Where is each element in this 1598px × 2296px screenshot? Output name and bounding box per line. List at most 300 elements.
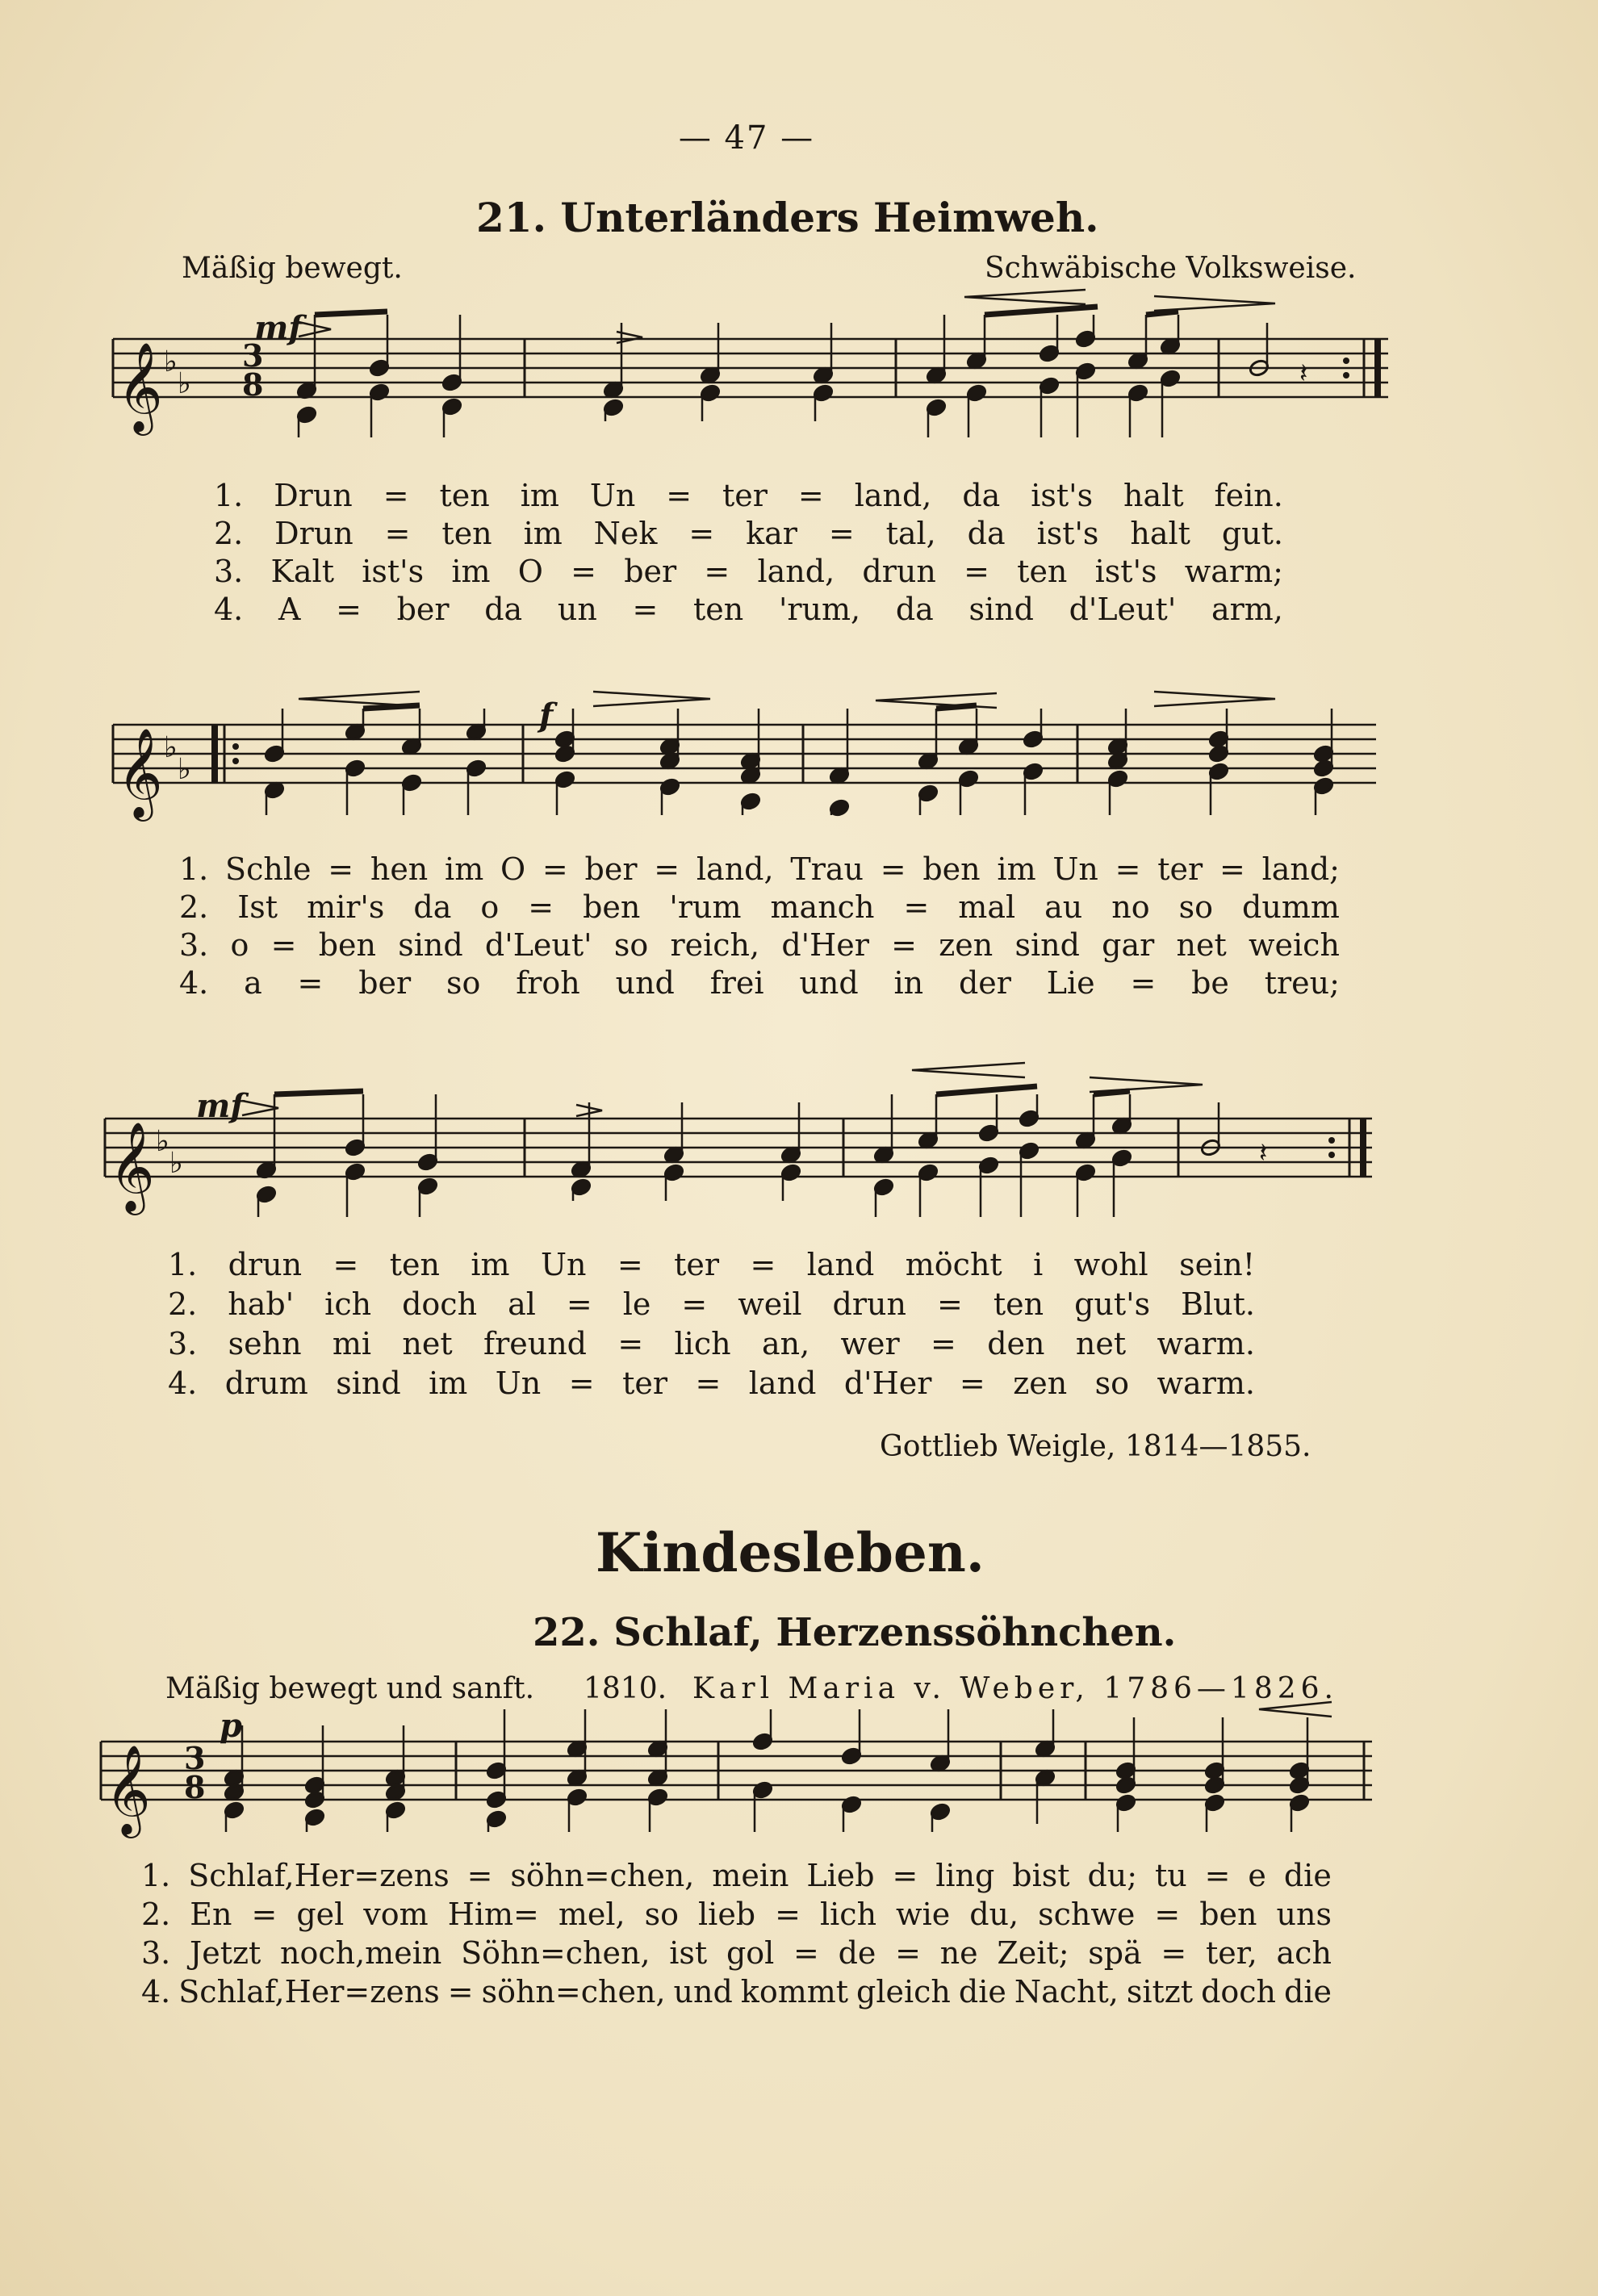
lyric-syllable: kommt	[740, 1974, 849, 2010]
lyric-syllable: söhn=chen,	[510, 1858, 695, 1893]
lyric-syllable: warm;	[1184, 554, 1283, 589]
thick-barline	[1374, 339, 1381, 397]
lyric-syllable: Schle	[225, 851, 312, 887]
lyric-syllable: 4.	[141, 1974, 171, 2010]
lyric-syllable: weich	[1249, 927, 1340, 963]
lyric-syllable: =	[383, 478, 409, 513]
treble-clef-icon: 𝄞	[109, 1121, 155, 1211]
lyric-syllable: weil	[738, 1286, 802, 1322]
crescendo-hairpin	[876, 693, 997, 708]
lyric-syllable: ter	[1157, 851, 1203, 887]
lyric-syllable: =	[297, 965, 324, 1001]
key-flat-icon: ♭	[156, 1125, 169, 1158]
lyric-syllable: Kalt	[270, 554, 334, 589]
lyric-syllable: sein!	[1179, 1247, 1255, 1282]
lyric-syllable: ist	[669, 1935, 708, 1971]
lyric-syllable: ten	[389, 1247, 440, 1282]
lyric-syllable: net	[402, 1326, 453, 1361]
lyric-syllable: A	[278, 592, 301, 627]
lyric-syllable: 2.	[141, 1897, 171, 1932]
lyric-syllable: lieb	[698, 1897, 756, 1932]
lyric-syllable: du,	[969, 1897, 1019, 1932]
lyric-syllable: bist	[1012, 1858, 1070, 1893]
lyric-syllable: O	[517, 554, 543, 589]
lyric-syllable: ber	[396, 592, 450, 627]
lyric-syllable: so	[446, 965, 481, 1001]
lyric-syllable: Him=	[447, 1897, 539, 1932]
lyric-syllable: sind	[398, 927, 463, 963]
lyric-syllable: =	[336, 592, 362, 627]
lyric-syllable: halt	[1130, 516, 1190, 551]
note-beam	[1146, 312, 1178, 315]
lyric-syllable: ist's	[362, 554, 425, 589]
lyric-syllable: doch	[1201, 1974, 1277, 2010]
repeat-dot	[1343, 372, 1349, 378]
lyric-syllable: o	[480, 889, 500, 925]
quarter-rest-icon: 𝄽	[1259, 1137, 1268, 1169]
lyric-syllable: ich	[324, 1286, 372, 1322]
lyric-syllable: ben	[583, 889, 641, 925]
lyric-syllable: ten	[1017, 554, 1068, 589]
lyric-syllable: land	[748, 1365, 817, 1401]
lyric-syllable: =	[891, 927, 918, 963]
key-flat-icon: ♭	[164, 731, 178, 764]
lyric-syllable: drum	[224, 1365, 308, 1401]
lyric-syllable: ten	[439, 478, 490, 513]
song-21-system-1-verse-1	[214, 478, 1283, 513]
key-flat-icon: ♭	[178, 367, 191, 400]
lyric-syllable: un	[557, 592, 597, 627]
lyric-syllable: sind	[1014, 927, 1080, 963]
lyric-syllable: mal	[958, 889, 1016, 925]
lyric-syllable: =	[251, 1897, 278, 1932]
lyric-syllable: 1.	[141, 1858, 171, 1893]
lyric-syllable: =	[880, 851, 906, 887]
lyric-syllable: ist's	[1031, 478, 1094, 513]
lyric-syllable: =	[1204, 1858, 1231, 1893]
lyric-syllable: Blut.	[1181, 1286, 1255, 1322]
song-21-system-2-verse-2	[179, 889, 1340, 925]
lyric-syllable: ling	[935, 1858, 995, 1893]
lyric-syllable: im	[445, 851, 484, 887]
lyric-syllable: =	[528, 889, 554, 925]
lyric-syllable: le	[622, 1286, 651, 1322]
lyric-syllable: treu;	[1264, 965, 1340, 1001]
song-22-verse-3	[141, 1935, 1332, 1971]
lyric-syllable: hen	[370, 851, 429, 887]
lyric-syllable: mel,	[558, 1897, 625, 1932]
lyric-syllable: =	[828, 516, 855, 551]
lyric-syllable: d'Her	[843, 1365, 932, 1401]
lyric-syllable: der	[958, 965, 1011, 1001]
decrescendo-hairpin	[1090, 1077, 1203, 1092]
lyric-syllable: =	[542, 851, 568, 887]
lyric-syllable: ne	[939, 1935, 978, 1971]
lyric-syllable: =	[568, 1365, 595, 1401]
lyric-syllable: da	[484, 592, 523, 627]
lyric-syllable: und	[673, 1974, 733, 2010]
lyric-syllable: Jetzt	[189, 1935, 261, 1971]
lyric-syllable: =	[270, 927, 297, 963]
crescendo-hairpin	[1259, 1702, 1332, 1717]
lyric-syllable: Un	[495, 1365, 542, 1401]
lyric-syllable: drun	[832, 1286, 906, 1322]
lyric-syllable: im	[523, 516, 563, 551]
lyric-syllable: land,	[854, 478, 932, 513]
song-21-system-3-verse-4	[168, 1365, 1255, 1401]
lyric-syllable: =	[654, 851, 680, 887]
song-22-verse-1	[141, 1858, 1332, 1893]
lyric-syllable: ten	[441, 516, 492, 551]
quarter-rest-icon: 𝄽	[1299, 358, 1308, 390]
lyric-syllable: drun	[228, 1247, 303, 1282]
dynamic-mf: mf	[196, 1087, 245, 1125]
lyric-syllable: lich	[819, 1897, 877, 1932]
lyric-syllable: land	[806, 1247, 875, 1282]
lyric-syllable: in	[893, 965, 924, 1001]
lyric-syllable: i	[1033, 1247, 1044, 1282]
lyric-syllable: Lie	[1046, 965, 1095, 1001]
lyric-syllable: ber	[584, 851, 638, 887]
lyric-syllable: sind	[968, 592, 1034, 627]
lyric-syllable: land,	[757, 554, 835, 589]
song-21-system-1-verse-2	[214, 516, 1283, 551]
lyric-syllable: die	[958, 1974, 1006, 2010]
dynamic-p: p	[220, 1707, 242, 1745]
lyric-syllable: hab'	[228, 1286, 295, 1322]
lyric-syllable: gut.	[1221, 516, 1283, 551]
lyric-syllable: =	[384, 516, 411, 551]
lyric-syllable: e	[1248, 1858, 1266, 1893]
lyric-syllable: lich	[674, 1326, 731, 1361]
lyric-syllable: sitzt	[1126, 1974, 1194, 2010]
decrescendo-hairpin	[593, 692, 710, 706]
lyric-syllable: kar	[746, 516, 797, 551]
song-21-system-1-verse-3	[214, 554, 1283, 589]
treble-clef-icon: 𝄞	[105, 1744, 151, 1834]
lyric-syllable: =	[793, 1935, 819, 1971]
lyric-syllable: da	[967, 516, 1006, 551]
lyric-syllable: spä	[1088, 1935, 1142, 1971]
lyric-syllable: ben	[1199, 1897, 1257, 1932]
crescendo-hairpin	[912, 1063, 1025, 1077]
lyric-syllable: ter,	[1205, 1935, 1257, 1971]
lyric-syllable: 1.	[168, 1247, 198, 1282]
key-flat-icon: ♭	[169, 1147, 183, 1180]
decrescendo-hairpin	[242, 1101, 278, 1115]
lyric-syllable: =	[571, 554, 596, 589]
dynamic-f: f	[539, 696, 554, 734]
lyric-syllable: gleich	[856, 1974, 951, 2010]
lyric-syllable: 3.	[179, 927, 209, 963]
song-21-source: Schwäbische Volksweise.	[985, 252, 1357, 285]
lyric-syllable: 3.	[141, 1935, 171, 1971]
lyric-syllable: 'rum	[669, 889, 742, 925]
repeat-dot	[232, 743, 239, 750]
lyric-syllable: =	[903, 889, 930, 925]
lyric-syllable: ben	[922, 851, 981, 887]
lyric-syllable: net	[1075, 1326, 1127, 1361]
lyric-syllable: 2.	[179, 889, 209, 925]
lyric-syllable: mir's	[307, 889, 385, 925]
lyric-syllable: und	[799, 965, 859, 1001]
lyric-syllable: frei	[709, 965, 764, 1001]
lyric-syllable: Drun	[274, 516, 353, 551]
lyric-syllable: 4.	[214, 592, 244, 627]
lyric-syllable: Trau	[790, 851, 864, 887]
lyric-syllable: froh	[516, 965, 580, 1001]
lyric-syllable: ach	[1276, 1935, 1332, 1971]
song-22-composer: Karl Maria v. Weber, 1786—1826.	[692, 1672, 1338, 1705]
lyric-syllable: gol	[726, 1935, 775, 1971]
lyric-syllable: Lieb	[806, 1858, 875, 1893]
lyric-syllable: schwe	[1038, 1897, 1136, 1932]
note-beam	[985, 307, 1098, 315]
lyric-syllable: da	[413, 889, 452, 925]
lyric-syllable: =	[892, 1858, 918, 1893]
lyric-syllable: =	[704, 554, 730, 589]
lyric-syllable: reich,	[670, 927, 760, 963]
song-22-title: 22. Schlaf, Herzenssöhnchen.	[533, 1610, 1177, 1655]
lyric-syllable: im	[520, 478, 559, 513]
decrescendo-hairpin	[1154, 296, 1275, 311]
lyric-syllable: =	[566, 1286, 592, 1322]
lyric-syllable: =	[617, 1247, 643, 1282]
note-beam	[936, 705, 977, 709]
lyric-syllable: 4.	[168, 1365, 198, 1401]
thick-barline	[1360, 1119, 1366, 1177]
lyric-syllable: =	[466, 1858, 493, 1893]
lyric-syllable: d'Leut'	[1069, 592, 1177, 627]
lyric-syllable: =	[931, 1326, 956, 1361]
song-21-system-1-verse-4	[214, 592, 1283, 627]
lyric-syllable: =	[1161, 1935, 1187, 1971]
lyric-syllable: im	[451, 554, 491, 589]
lyric-syllable: die	[1284, 1974, 1332, 2010]
lyric-syllable: arm,	[1211, 592, 1283, 627]
lyric-syllable: fein.	[1214, 478, 1283, 513]
lyric-syllable: da	[895, 592, 934, 627]
lyric-syllable: =	[333, 1247, 359, 1282]
note-beam	[1094, 1091, 1130, 1094]
lyric-syllable: ber	[358, 965, 412, 1001]
song-21-system-3-verse-1	[168, 1247, 1255, 1282]
lyric-syllable: Drun	[274, 478, 353, 513]
lyric-syllable: d'Leut'	[484, 927, 592, 963]
song-22-verse-4	[141, 1974, 1332, 2010]
lyric-syllable: Schlaf,Her=zens	[188, 1858, 450, 1893]
lyric-syllable: wer	[840, 1326, 900, 1361]
lyric-syllable: =	[1154, 1897, 1181, 1932]
key-flat-icon: ♭	[178, 753, 191, 786]
lyric-syllable: dumm	[1242, 889, 1340, 925]
lyric-syllable: gut's	[1074, 1286, 1151, 1322]
lyric-syllable: gar	[1102, 927, 1155, 963]
decrescendo-hairpin	[1154, 692, 1275, 706]
lyric-syllable: land,	[696, 851, 774, 887]
song-21-system-2-verse-4	[179, 965, 1340, 1001]
crescendo-hairpin	[964, 290, 1086, 304]
repeat-dot	[1343, 358, 1349, 364]
lyric-syllable: sind	[336, 1365, 401, 1401]
lyric-syllable: die	[1283, 1858, 1332, 1893]
lyric-syllable: den	[987, 1326, 1045, 1361]
lyric-syllable: möcht	[905, 1247, 1002, 1282]
lyric-syllable: zen	[939, 927, 994, 963]
lyric-syllable: so	[1178, 889, 1214, 925]
lyric-syllable: drun	[862, 554, 936, 589]
song-21-composer: Gottlieb Weigle, 1814—1855.	[880, 1430, 1311, 1463]
lyric-syllable: =	[447, 1974, 474, 2010]
lyric-syllable: =	[936, 1286, 963, 1322]
lyric-syllable: En	[190, 1897, 232, 1932]
lyric-syllable: söhn=chen,	[481, 1974, 666, 2010]
lyric-syllable: an,	[761, 1326, 810, 1361]
lyric-syllable: net	[1176, 927, 1227, 963]
lyric-syllable: vom	[363, 1897, 429, 1932]
section-title: Kindesleben.	[596, 1521, 985, 1584]
song-21-system-2-verse-3	[179, 927, 1340, 963]
lyric-syllable: freund	[483, 1326, 587, 1361]
lyric-syllable: al	[508, 1286, 536, 1322]
dynamic-mf: mf	[254, 309, 303, 347]
lyric-syllable: au	[1044, 889, 1083, 925]
lyric-syllable: Schlaf,Her=zens	[178, 1974, 440, 2010]
lyric-syllable: Nacht,	[1014, 1974, 1119, 2010]
lyric-syllable: noch,mein	[280, 1935, 442, 1971]
lyric-syllable: doch	[402, 1286, 478, 1322]
lyric-syllable: wie	[896, 1897, 951, 1932]
lyric-syllable: =	[688, 516, 715, 551]
lyric-syllable: =	[959, 1365, 985, 1401]
song-21-system-2-verse-1	[179, 851, 1340, 887]
lyric-syllable: ber	[624, 554, 677, 589]
song-21-tempo: Mäßig bewegt.	[182, 252, 403, 285]
thick-barline	[211, 725, 218, 783]
lyric-syllable: =	[1115, 851, 1141, 887]
lyric-syllable: ter	[722, 478, 768, 513]
lyric-syllable: =	[1219, 851, 1245, 887]
lyric-syllable: mi	[332, 1326, 372, 1361]
lyric-syllable: =	[681, 1286, 708, 1322]
lyric-syllable: sehn	[228, 1326, 302, 1361]
lyric-syllable: da	[962, 478, 1001, 513]
note-beam	[315, 312, 387, 315]
song-22-tempo: Mäßig bewegt und sanft.	[165, 1672, 535, 1705]
song-21-system-3-verse-2	[168, 1286, 1255, 1322]
key-flat-icon: ♭	[164, 345, 178, 378]
lyric-syllable: 4.	[179, 965, 209, 1001]
lyric-syllable: =	[775, 1897, 801, 1932]
lyric-syllable: no	[1111, 889, 1150, 925]
time-signature-numerator: 3	[184, 1740, 206, 1776]
repeat-dot	[1328, 1137, 1335, 1144]
lyric-syllable: warm.	[1157, 1365, 1255, 1401]
lyric-syllable: zen	[1013, 1365, 1068, 1401]
time-signature-denominator: 8	[242, 366, 264, 403]
lyric-syllable: =	[617, 1326, 644, 1361]
treble-clef-icon: 𝄞	[117, 341, 163, 432]
lyric-syllable: Un	[589, 478, 636, 513]
lyric-syllable: ter	[674, 1247, 720, 1282]
lyric-syllable: ist's	[1094, 554, 1157, 589]
lyric-syllable: =	[797, 478, 824, 513]
lyric-syllable: Un	[541, 1247, 587, 1282]
lyric-syllable: d'Her	[781, 927, 869, 963]
lyric-syllable: ten	[693, 592, 744, 627]
lyric-syllable: 2.	[214, 516, 244, 551]
note-beam	[274, 1091, 363, 1094]
lyric-syllable: so	[644, 1897, 680, 1932]
lyric-syllable: Zeit;	[997, 1935, 1069, 1971]
lyric-syllable: ten	[993, 1286, 1044, 1322]
lyric-syllable: gel	[296, 1897, 345, 1932]
lyric-syllable: tu	[1154, 1858, 1187, 1893]
lyric-syllable: be	[1191, 965, 1229, 1001]
lyric-syllable: uns	[1276, 1897, 1332, 1932]
lyric-syllable: 'rum,	[778, 592, 861, 627]
lyric-syllable: =	[695, 1365, 722, 1401]
song-21-system-3-verse-3	[168, 1326, 1255, 1361]
lyric-syllable: wohl	[1073, 1247, 1148, 1282]
lyric-syllable: =	[964, 554, 989, 589]
lyric-syllable: de	[838, 1935, 876, 1971]
lyric-syllable: O	[500, 851, 526, 887]
time-signature-numerator: 3	[242, 337, 264, 374]
repeat-dot	[232, 758, 239, 764]
lyric-syllable: 1.	[214, 478, 244, 513]
lyric-syllable: 3.	[214, 554, 244, 589]
note-beam	[936, 1086, 1037, 1094]
lyric-syllable: Un	[1052, 851, 1098, 887]
song-22-year: 1810.	[584, 1672, 667, 1705]
lyric-syllable: ben	[318, 927, 376, 963]
lyric-syllable: so	[1094, 1365, 1130, 1401]
lyric-syllable: im	[997, 851, 1036, 887]
lyric-syllable: 3.	[168, 1326, 198, 1361]
lyric-syllable: so	[613, 927, 649, 963]
repeat-dot	[1328, 1152, 1335, 1158]
lyric-syllable: du;	[1087, 1858, 1138, 1893]
lyric-syllable: warm.	[1157, 1326, 1255, 1361]
song-21-title: 21. Unterländers Heimweh.	[476, 194, 1099, 241]
lyric-syllable: im	[471, 1247, 510, 1282]
time-signature-denominator: 8	[184, 1769, 206, 1805]
note-beam	[363, 705, 420, 709]
lyric-syllable: tal,	[885, 516, 936, 551]
lyric-syllable: =	[632, 592, 659, 627]
lyric-syllable: mein	[712, 1858, 789, 1893]
page-number: — 47 —	[678, 119, 815, 157]
lyric-syllable: halt	[1123, 478, 1184, 513]
song-22-verse-2	[141, 1897, 1332, 1932]
lyric-syllable: =	[328, 851, 354, 887]
lyric-syllable: Ist	[237, 889, 278, 925]
lyric-syllable: a	[244, 965, 262, 1001]
lyric-syllable: Söhn=chen,	[461, 1935, 650, 1971]
lyric-syllable: o	[230, 927, 249, 963]
lyric-syllable: manch	[770, 889, 875, 925]
lyric-syllable: 1.	[179, 851, 209, 887]
lyric-syllable: Nek	[593, 516, 658, 551]
lyric-syllable: und	[615, 965, 675, 1001]
lyric-syllable: =	[895, 1935, 921, 1971]
lyric-syllable: =	[1130, 965, 1157, 1001]
lyric-syllable: 2.	[168, 1286, 198, 1322]
lyric-syllable: =	[750, 1247, 776, 1282]
lyric-syllable: ter	[622, 1365, 667, 1401]
lyric-syllable: ist's	[1036, 516, 1099, 551]
